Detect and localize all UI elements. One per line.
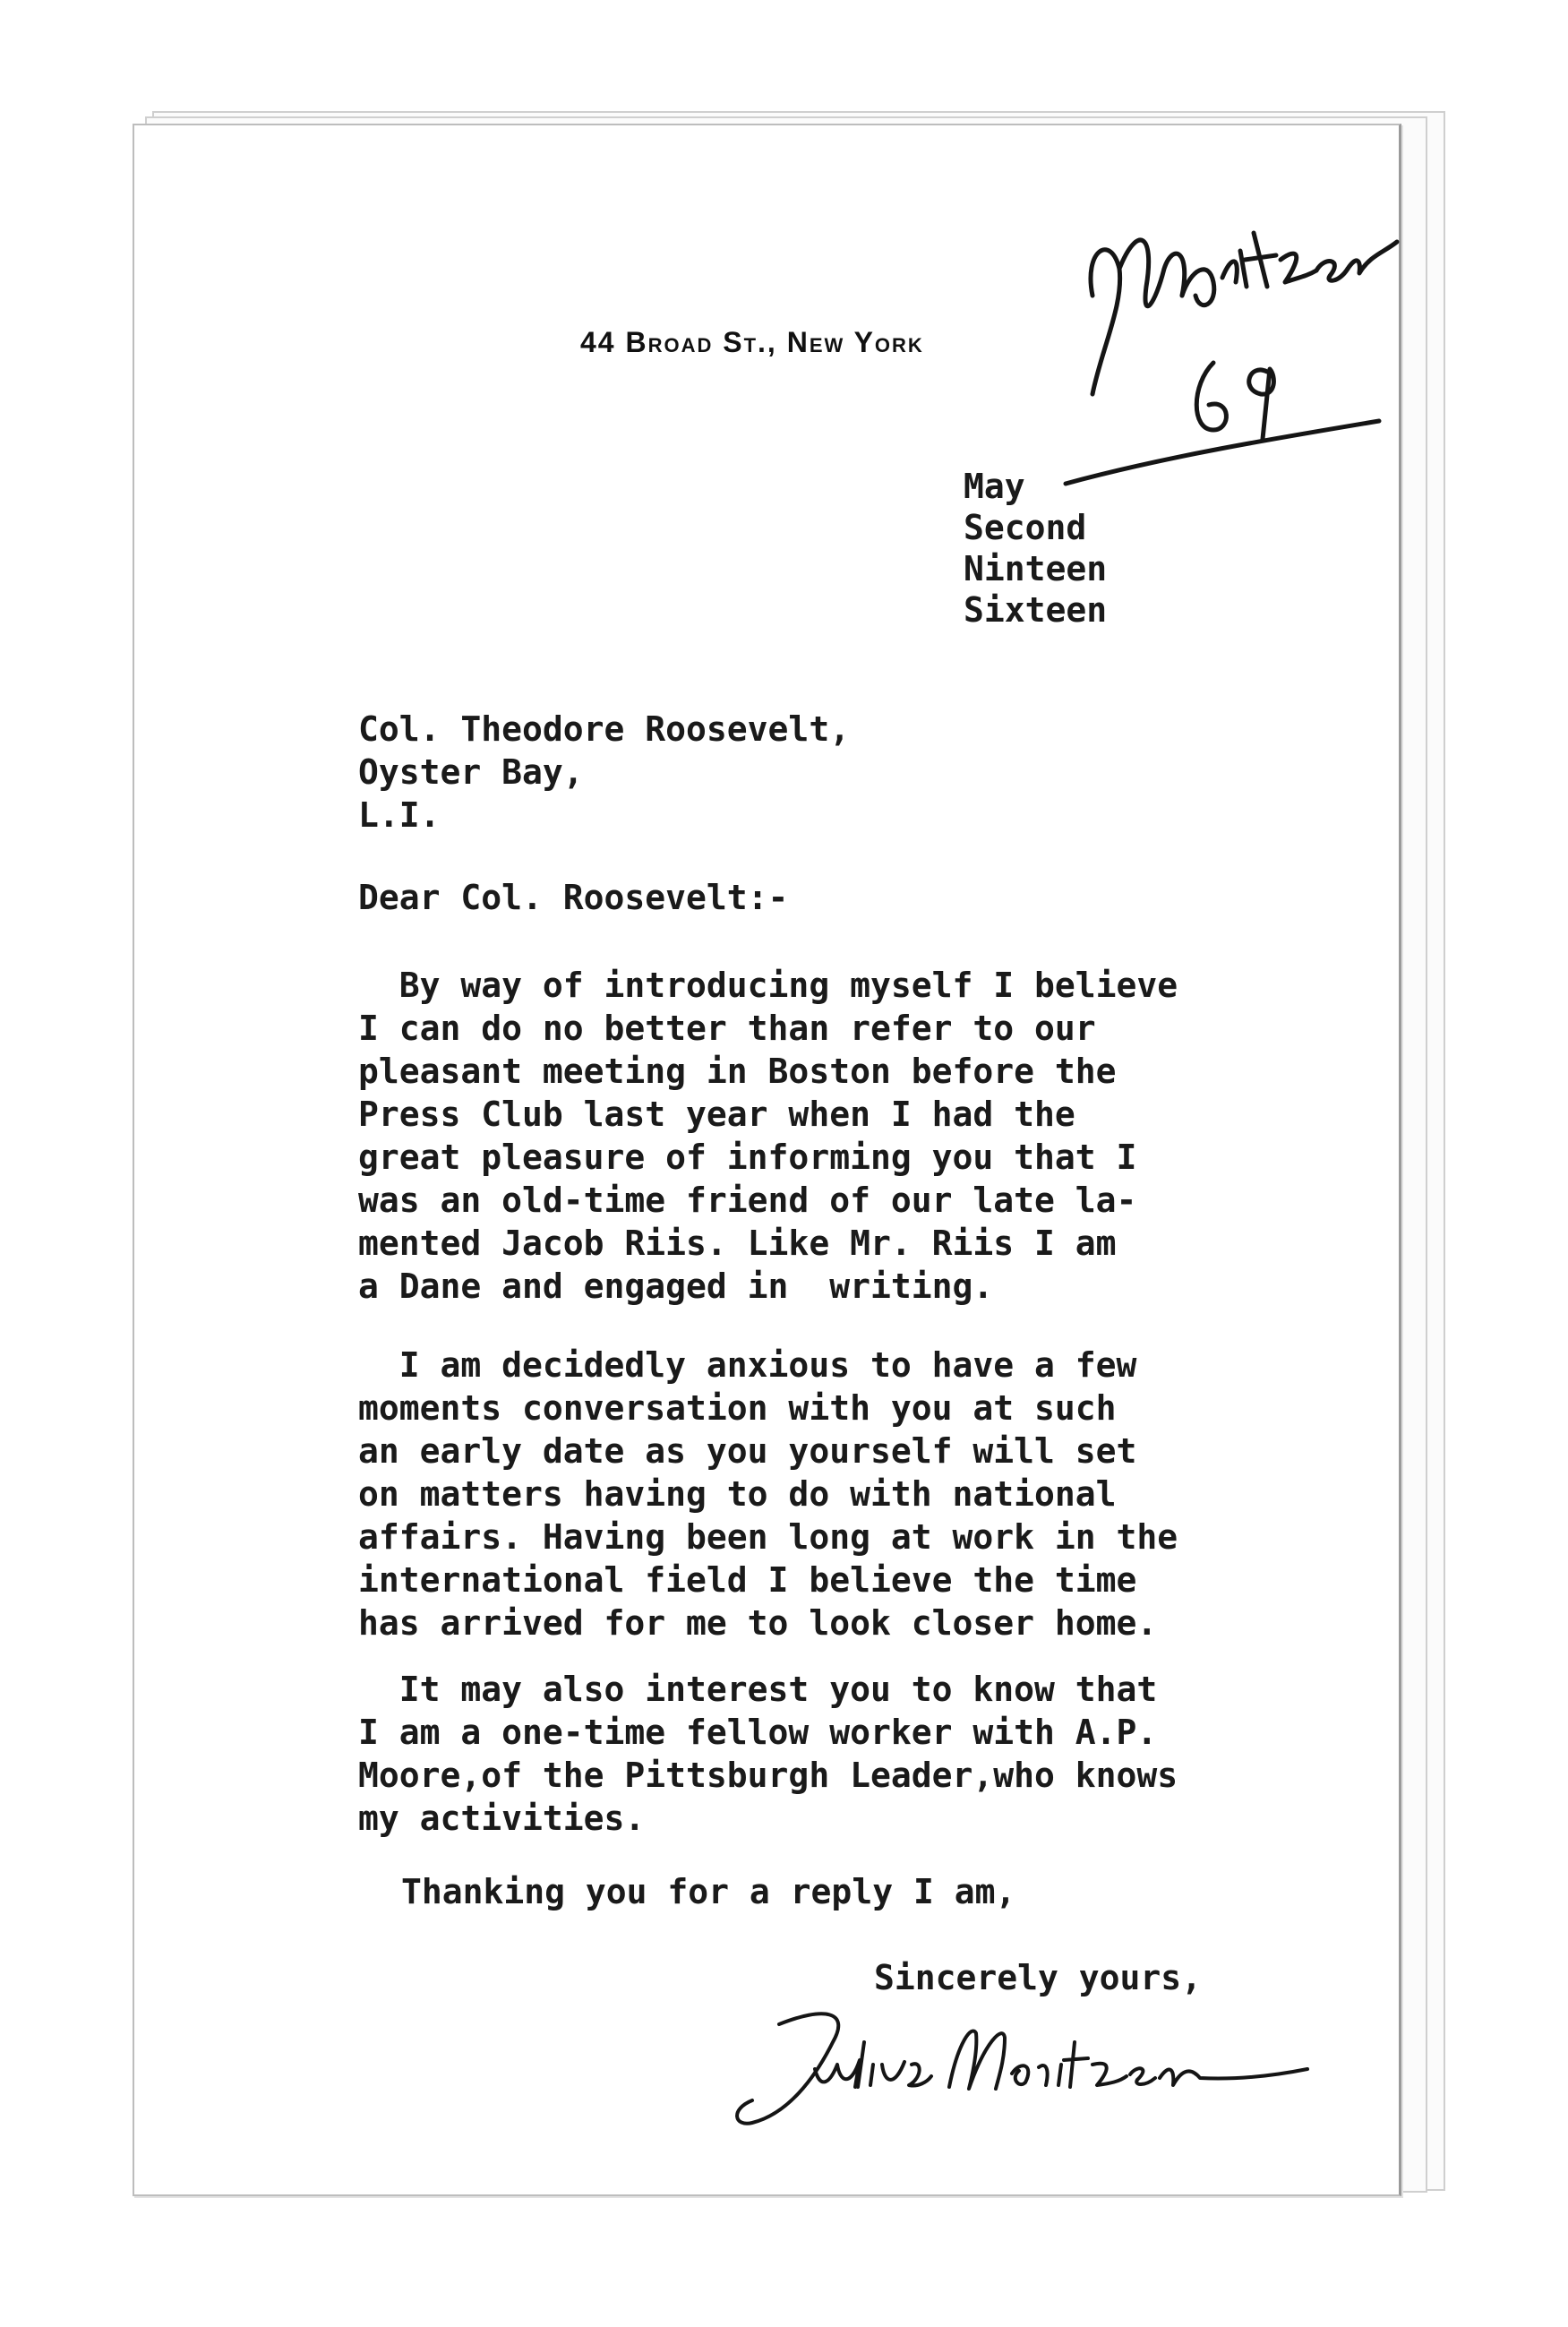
body-line: international field I believe the time	[358, 1560, 1137, 1600]
body-line: It may also interest you to know that	[358, 1670, 1158, 1709]
body-line: great pleasure of informing you that I	[358, 1138, 1137, 1177]
body-line: mented Jacob Riis. Like Mr. Riis I am	[358, 1224, 1117, 1263]
address-line: L.I.	[358, 795, 441, 835]
body-line: I am a one-time fellow worker with A.P.	[358, 1713, 1158, 1752]
body-line: a Dane and engaged in writing.	[358, 1267, 994, 1306]
date-line: Sixteen	[964, 590, 1108, 630]
recipient-address	[358, 708, 850, 837]
handwritten-annotation	[1057, 170, 1442, 519]
body-line: has arrived for me to look closer home.	[358, 1603, 1158, 1643]
body-line: an early date as you yourself will set	[358, 1431, 1137, 1471]
sign-off: Sincerely yours,	[874, 1958, 1203, 1997]
body-paragraph-3	[358, 1668, 1178, 1840]
body-line: I can do no better than refer to our	[358, 1009, 1096, 1048]
letterhead-address: 44 Broad St., New York	[580, 326, 924, 358]
body-line: on matters having to do with national	[358, 1474, 1117, 1514]
body-line: Press Club last year when I had the	[358, 1095, 1075, 1134]
body-line: By way of introducing myself I believe	[358, 966, 1178, 1005]
salutation: Dear Col. Roosevelt:-	[358, 878, 789, 917]
date-line: May	[964, 467, 1025, 506]
date-line: Second	[964, 508, 1087, 547]
body-line: was an old-time friend of our late la-	[358, 1181, 1137, 1220]
handwritten-signature	[716, 1988, 1325, 2150]
body-line: pleasant meeting in Boston before the	[358, 1052, 1117, 1091]
body-line: I am decidedly anxious to have a few	[358, 1345, 1137, 1385]
body-paragraph-1	[358, 964, 1178, 1308]
closing-line: Thanking you for a reply I am,	[401, 1872, 1016, 1911]
address-line: Col. Theodore Roosevelt,	[358, 709, 851, 749]
body-line: Moore,of the Pittsburgh Leader,who knows	[358, 1756, 1178, 1795]
date-line: Ninteen	[964, 549, 1108, 588]
body-line: moments conversation with you at such	[358, 1388, 1117, 1428]
date-block	[964, 466, 1107, 631]
body-paragraph-2	[358, 1344, 1178, 1644]
address-line: Oyster Bay,	[358, 752, 584, 792]
body-line: my activities.	[358, 1799, 646, 1838]
body-line: affairs. Having been long at work in the	[358, 1517, 1178, 1557]
